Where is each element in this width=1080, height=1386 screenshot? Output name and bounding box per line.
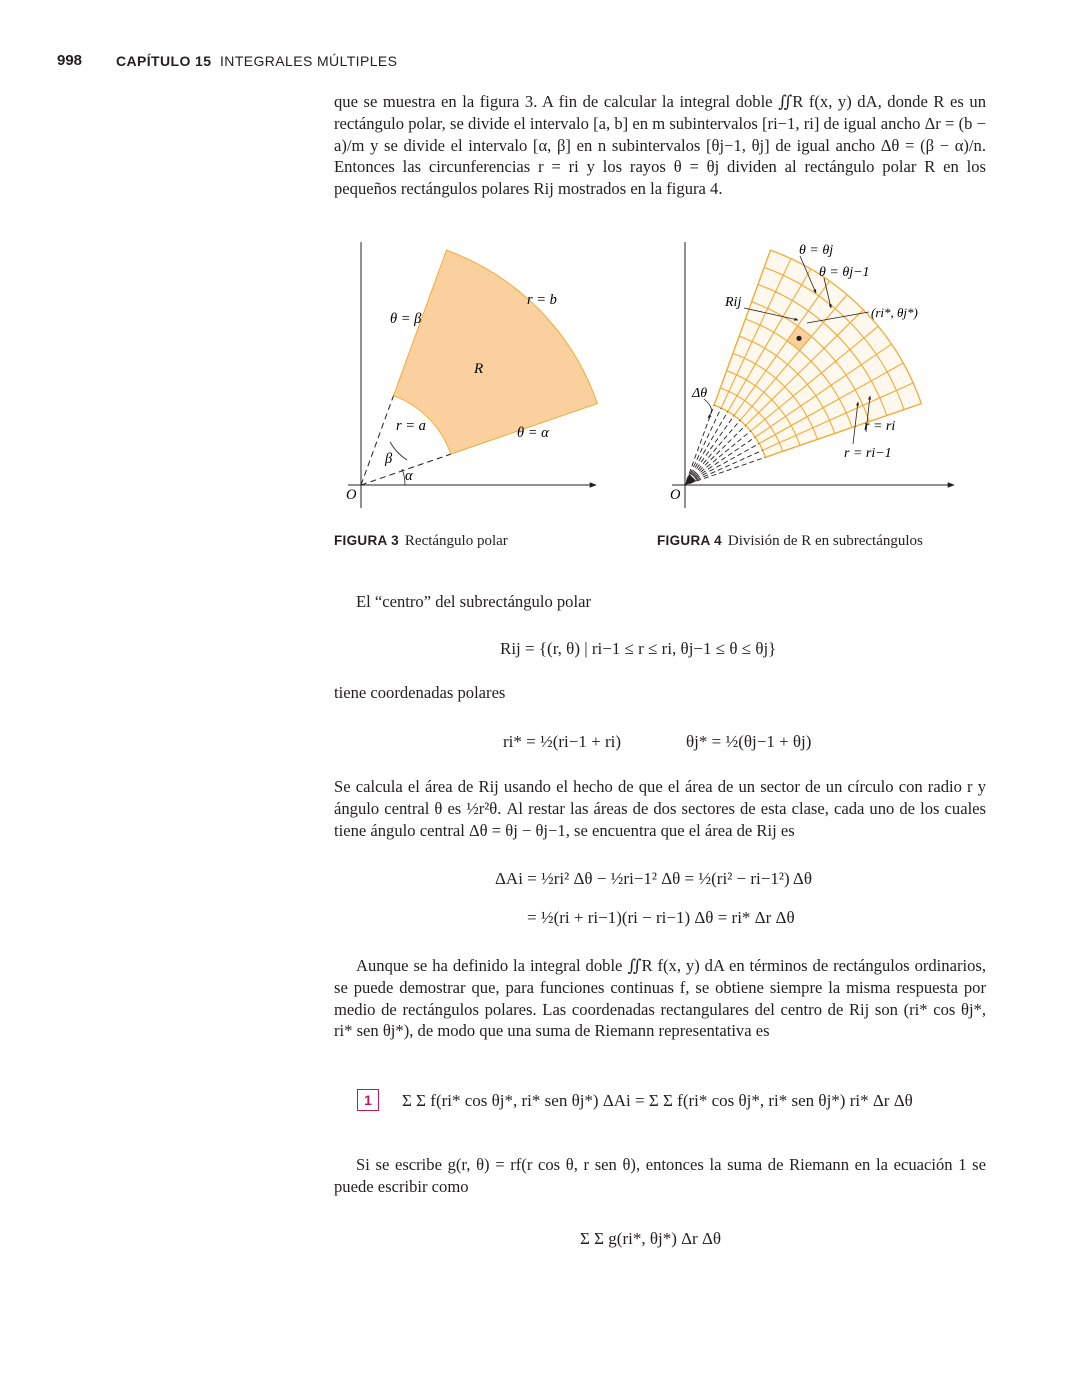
fig4-inner-ray xyxy=(689,444,760,484)
fig4-label-r-i: r = ri xyxy=(864,419,896,434)
fig4-leader-delta-theta xyxy=(704,399,711,418)
fig3-label-theta-beta: θ = β xyxy=(390,311,422,327)
fig4-label-center: (ri*, θj*) xyxy=(871,305,918,320)
fig4-inner-ray xyxy=(688,437,755,483)
fig4-label-origin: O xyxy=(670,487,681,503)
equation-area-2: = ½(ri + ri−1)(ri − ri−1) Δθ = ri* Δr Δθ xyxy=(527,908,795,927)
figures-svg xyxy=(334,236,984,526)
paragraph-3: tiene coordenadas polares xyxy=(334,683,506,702)
paragraph-g xyxy=(334,1154,986,1198)
page-number: 998 xyxy=(57,52,83,69)
fig4-inner-ray xyxy=(688,420,741,482)
paragraph-5: Aunque se ha definido la integral doble ∬R f(x, y) dA en términos de rectángulos ordinarios, se puede demostrar que, para funciones continuas f, se obtiene siempre la misma respuesta por medio de rectángulos polares. Las coordenadas rectangulares del centro de Rij son (ri* cos θj*, ri* sen θj*), de modo que una suma de Riemann representativa es xyxy=(334,956,986,1041)
fig4-inner-ray xyxy=(687,408,721,481)
equation-1: Σ Σ f(ri* cos θj*, ri* sen θj*) ΔAi = Σ Σ f(ri* cos θj*, ri* sen θj*) ri* Δr Δθ xyxy=(402,1091,913,1110)
fig3-label-R: R xyxy=(474,361,484,377)
fig4-label-rij: Rij xyxy=(725,295,742,310)
figure-4-caption xyxy=(657,533,923,550)
equation-last: Σ Σ g(ri*, θj*) Δr Δθ xyxy=(580,1229,722,1248)
fig3-label-r-a: r = a xyxy=(396,418,426,434)
paragraph-riemann xyxy=(334,955,986,1042)
figure-3-caption xyxy=(334,533,508,550)
fig4-inner-ray xyxy=(688,425,746,482)
fig3-ray-beta xyxy=(361,396,394,485)
paragraph-1: que se muestra en la figura 3. A fin de calcular la integral doble ∬R f(x, y) dA, donde R es un rectángulo polar, se divide el intervalo [a, b] en m subintervalos [ri−1, ri] de igual ancho Δr = (b − a)/m y se divide el intervalo [α, β] en n subintervalos [θj−1, θj] de igual ancho Δθ = (β − α)/n. Entonces las circunferencias r = ri y los rayos θ = θj dividen al rectángulo polar R en los pequeños rectángulos polares Rij mostrados en la figura 4. xyxy=(334,92,986,199)
fig4-label-theta-j: θ = θj xyxy=(799,243,834,258)
fig4-label-theta-j1: θ = θj−1 xyxy=(819,265,870,280)
fig4-inner-ray xyxy=(689,450,763,483)
fig3-label-alpha: α xyxy=(405,468,413,484)
paragraph-6: Si se escribe g(r, θ) = rf(r cos θ, r sen θ), entonces la suma de Riemann en la ecuación 1 se puede escribir como xyxy=(334,1155,986,1196)
figure-4-caption-text: División de R en subrectángulos xyxy=(727,533,923,549)
equation-center-theta: θj* = ½(θj−1 + θj) xyxy=(686,732,812,751)
figure-3-diagram xyxy=(346,242,597,508)
paragraph-coords xyxy=(334,682,986,704)
fig4-inner-ray xyxy=(687,416,734,482)
fig4-inner-ray xyxy=(687,412,728,482)
fig4-inner-ray xyxy=(688,431,751,483)
paragraph-2: El “centro” del subrectángulo polar xyxy=(356,592,591,611)
figure-3-caption-label: FIGURA 3 xyxy=(334,533,399,548)
chapter-title: INTEGRALES MÚLTIPLES xyxy=(220,53,398,69)
fig4-label-delta-theta: Δθ xyxy=(692,386,708,401)
equation-center-r: ri* = ½(ri−1 + ri) xyxy=(503,732,621,751)
fig4-label-r-i1: r = ri−1 xyxy=(844,446,892,461)
fig3-beta-arc xyxy=(390,442,407,460)
fig3-label-origin: O xyxy=(346,487,357,503)
paragraph-intro xyxy=(334,91,986,200)
fig3-label-theta-alpha: θ = α xyxy=(517,425,549,441)
running-header xyxy=(116,53,397,69)
chapter-label: CAPÍTULO 15 xyxy=(116,53,212,69)
figure-3-caption-text: Rectángulo polar xyxy=(404,533,508,549)
fig3-label-r-b: r = b xyxy=(527,292,557,308)
figure-4-caption-label: FIGURA 4 xyxy=(657,533,722,548)
equation-area-1: ΔAi = ½ri² Δθ − ½ri−1² Δθ = ½(ri² − ri−1²) Δθ xyxy=(495,869,812,888)
paragraph-4: Se calcula el área de Rij usando el hecho de que el área de un sector de un círculo con radio r y ángulo central θ es ½r²θ. Al restar las áreas de dos sectores de esta clase, cada uno de los cuales tiene ángulo central Δθ = θj − θj−1, se encuentra que el área de Rij es xyxy=(334,777,986,840)
equation-rij: Rij = {(r, θ) | ri−1 ≤ r ≤ ri, θj−1 ≤ θ ≤ θj} xyxy=(500,639,777,658)
equation-1-number: 1 xyxy=(357,1089,379,1111)
paragraph-center xyxy=(334,591,986,613)
fig3-label-beta: β xyxy=(385,451,393,467)
fig4-center-point xyxy=(796,336,801,341)
figure-4-diagram xyxy=(670,242,954,508)
paragraph-area xyxy=(334,776,986,841)
